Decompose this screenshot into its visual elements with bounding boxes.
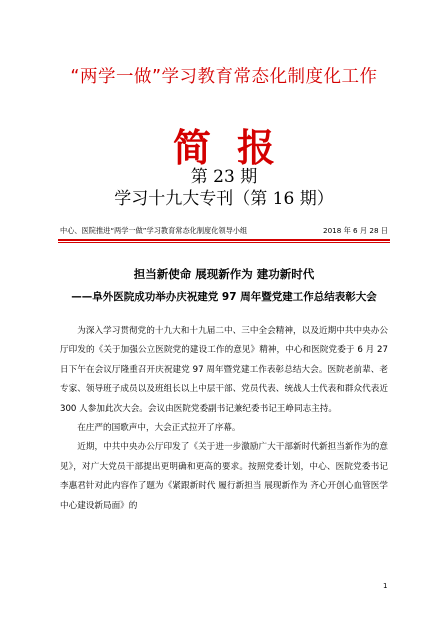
- brief-title: 简报: [172, 125, 301, 170]
- article-body: [60, 322, 388, 516]
- paragraph: 近期，中共中央办公厅印发了《关于进一步激励广大干部新时代新担当新作为的意见》，对广大党员干部提出更明确和更高的要求。按照党委计划，中心、医院党委书记李惠君针对此内容作了题为《紧跟新时代 履行新担当 展现新作为 齐心开创心血管医学中心建设新局面》的: [60, 442, 388, 511]
- red-divider: [58, 239, 390, 241]
- banner-title: “两学一做”学习教育常态化制度化工作: [70, 67, 378, 87]
- issue-date: 2018 年 6 月 28 日: [323, 226, 388, 235]
- paragraph: 为深入学习贯彻党的十九大和十九届二中、三中全会精神，以及近期中共中央办公厅印发的《关于加强公立医院党的建设工作的意见》精神，中心和医院党委于 6 月 27 日下午在会议厅隆重召开庆祝建党 97 周年暨党建工作表彰总结大会。医院老前辈、老专家、领导班子成员以及班组长以上中层干部、党员代表、统战人士代表和群众代表近 300 人参加此次大会。会议由医院党委副书记兼纪委书记王峥同志主持。: [60, 326, 388, 414]
- article-headline: 担当新使命 展现新作为 建功新时代: [133, 267, 315, 281]
- page-number: 1: [383, 582, 388, 590]
- paragraph: 在庄严的国歌声中，大会正式拉开了序幕。: [77, 423, 241, 434]
- article-subheadline: ——阜外医院成功举办庆祝建党 97 周年暨党建工作总结表彰大会: [71, 291, 377, 303]
- issuer-name: 中心、医院推进“两学一做”学习教育常态化制度化领导小组: [60, 226, 248, 235]
- red-divider-thin: [58, 242, 390, 243]
- issue-number: 第 23 期: [190, 167, 258, 187]
- issuer-row: [60, 226, 388, 236]
- special-issue-title: 学习十九大专刊（第 16 期）: [114, 189, 334, 209]
